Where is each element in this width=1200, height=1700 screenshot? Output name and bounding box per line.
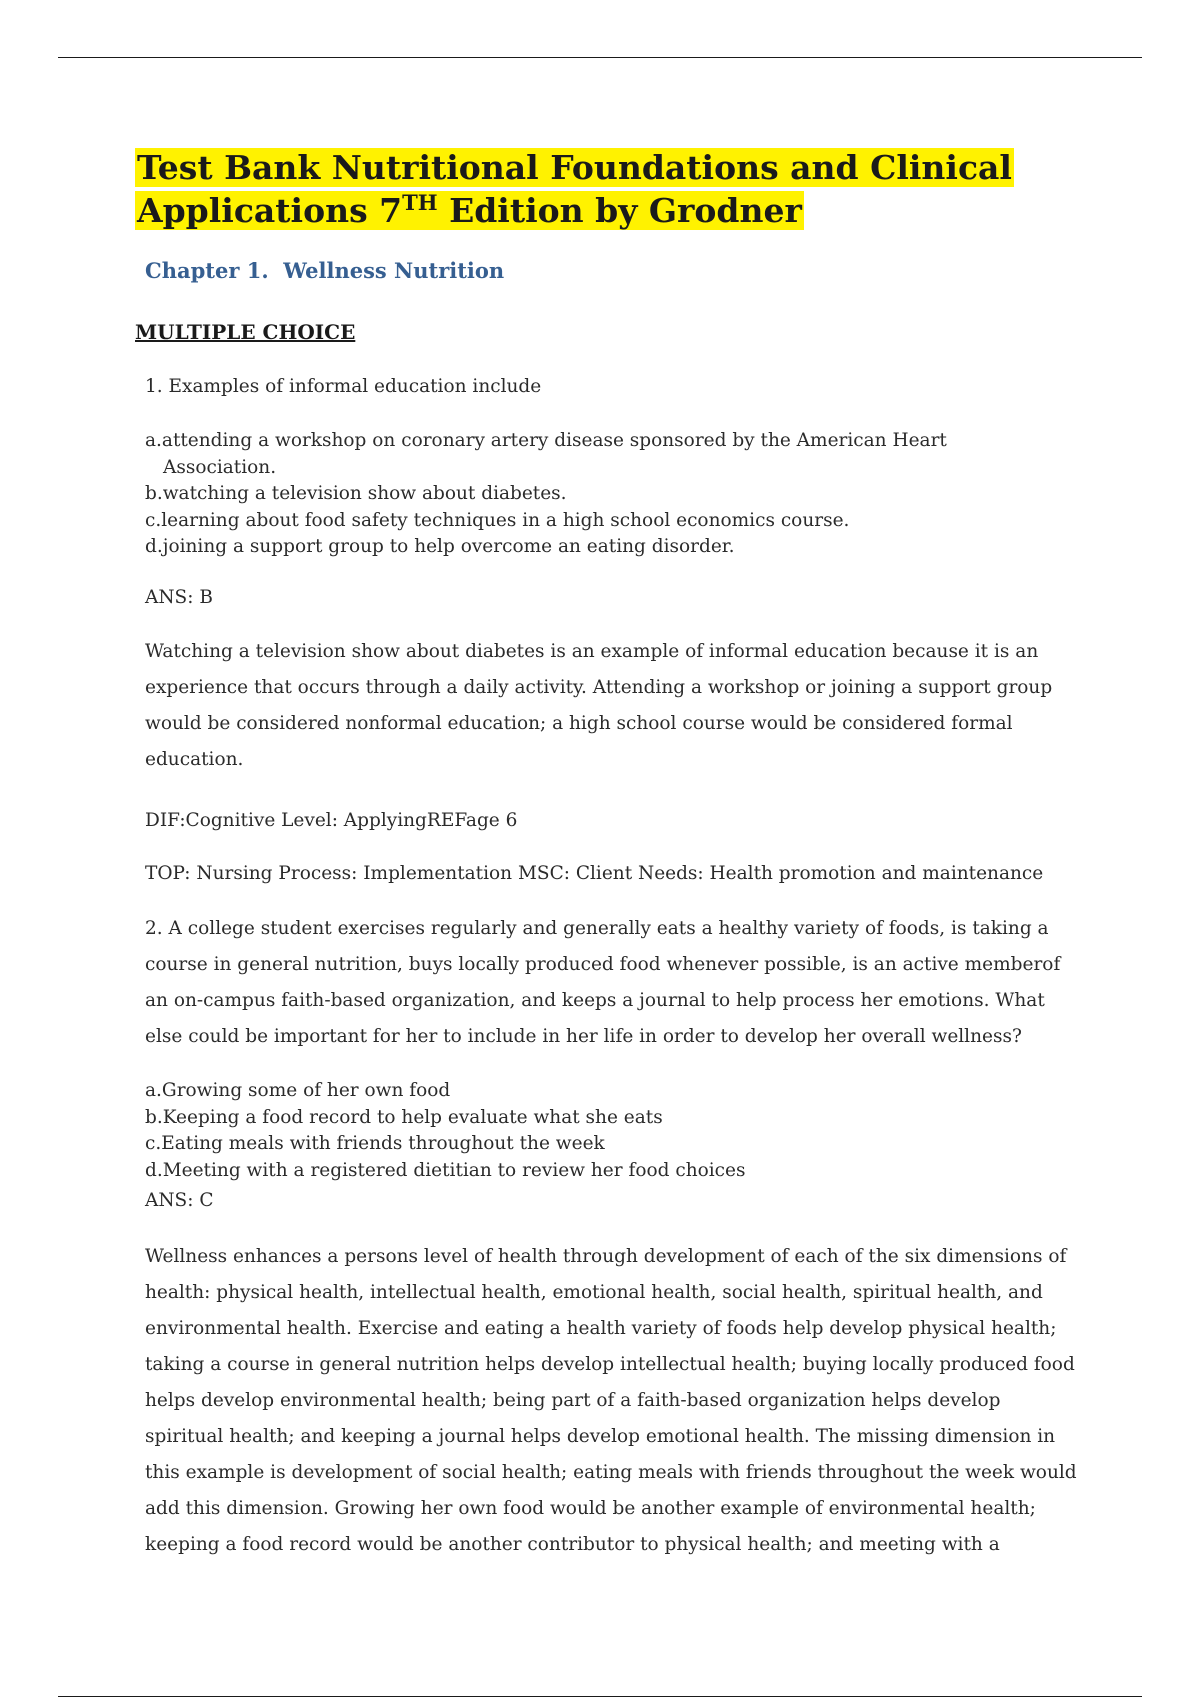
q1-rationale-line: would be considered nonformal education; a high school course would be considered formal: [145, 713, 1013, 734]
q1-option-c: c.learning about food safety techniques in a high school economics course.: [145, 509, 850, 531]
title-line-1: Test Bank Nutritional Foundations and Clinical: [137, 148, 1012, 187]
q1-rationale-line: experience that occurs through a daily activity. Attending a workshop or joining a support group: [145, 677, 1053, 698]
q2-rationale-line: environmental health. Exercise and eating a health variety of foods help develop physical health;: [145, 1318, 1057, 1339]
q1-option-a: a.attending a workshop on coronary artery disease sponsored by the American Heart: [145, 430, 947, 451]
q2-rationale-line: this example is development of social health; eating meals with friends throughout the week would: [145, 1462, 1077, 1483]
q2-option-a: a.Growing some of her own food: [145, 1080, 451, 1101]
section-heading: MULTIPLE CHOICE: [135, 320, 356, 344]
title-line-2-text: Applications 7: [137, 191, 403, 230]
header-rule: [58, 57, 1142, 58]
title-superscript: TH: [402, 190, 438, 215]
q1-answer: ANS: B: [145, 587, 213, 608]
q2-stem-line: 2. A college student exercises regularly and generally eats a healthy variety of foods, is taking a: [145, 918, 1049, 939]
footer-rule: [58, 1696, 1142, 1697]
title-line-2-tail: Edition by Grodner: [437, 191, 802, 230]
q2-rationale-line: taking a course in general nutrition helps develop intellectual health; buying locally produced food: [145, 1354, 1075, 1375]
q1-options: [145, 428, 947, 561]
q1-rationale: [145, 634, 1085, 778]
q2-rationale-line: helps develop environmental health; being part of a faith-based organization helps develop: [145, 1390, 1001, 1411]
q2-answer: ANS: C: [145, 1190, 214, 1211]
q2-option-c: c.Eating meals with friends throughout the week: [145, 1133, 605, 1154]
q2-stem-line: else could be important for her to include in her life in order to develop her overall wellness?: [145, 1026, 1022, 1047]
q1-option-a-cont: Association.: [163, 456, 277, 478]
q1-stem: 1. Examples of informal education include: [145, 376, 542, 397]
title-line-2: [135, 191, 804, 230]
q1-difficulty: DIF:Cognitive Level: ApplyingREFage 6: [145, 810, 518, 831]
q1-option-d: d.joining a support group to help overcome an eating disorder.: [145, 536, 735, 557]
q2-rationale: [145, 1239, 1085, 1563]
q2-rationale-line: spiritual health; and keeping a journal helps develop emotional health. The missing dimension in: [145, 1426, 1056, 1447]
q2-rationale-line: keeping a food record would be another contributor to physical health; and meeting with a: [145, 1534, 1000, 1555]
chapter-heading: Chapter 1. Wellness Nutrition: [145, 258, 505, 283]
q2-rationale-line: health: physical health, intellectual health, emotional health, social health, spiritual health, and: [145, 1282, 1043, 1303]
q1-option-b: b.watching a television show about diabetes.: [145, 483, 567, 504]
q1-rationale-line: Watching a television show about diabetes is an example of informal education because it is an: [145, 641, 1039, 662]
q2-option-d: d.Meeting with a registered dietitian to review her food choices: [145, 1159, 746, 1181]
q2-rationale-line: Wellness enhances a persons level of health through development of each of the six dimensions of: [145, 1246, 1067, 1267]
q2-stem-line: an on-campus faith-based organization, and keeps a journal to help process her emotions. What: [145, 990, 1045, 1011]
q2-option-b: b.Keeping a food record to help evaluate what she eats: [145, 1106, 663, 1128]
q2-rationale-line: add this dimension. Growing her own food would be another example of environmental health;: [145, 1498, 1036, 1519]
q1-topic: TOP: Nursing Process: Implementation MSC: Client Needs: Health promotion and maintenance: [145, 863, 1044, 884]
q2-stem: [145, 911, 1085, 1055]
document-title: [135, 146, 1035, 232]
q2-stem-line: course in general nutrition, buys locally produced food whenever possible, is an active memberof: [145, 954, 1061, 975]
q1-rationale-line: education.: [145, 749, 244, 770]
q2-options: [145, 1078, 745, 1184]
